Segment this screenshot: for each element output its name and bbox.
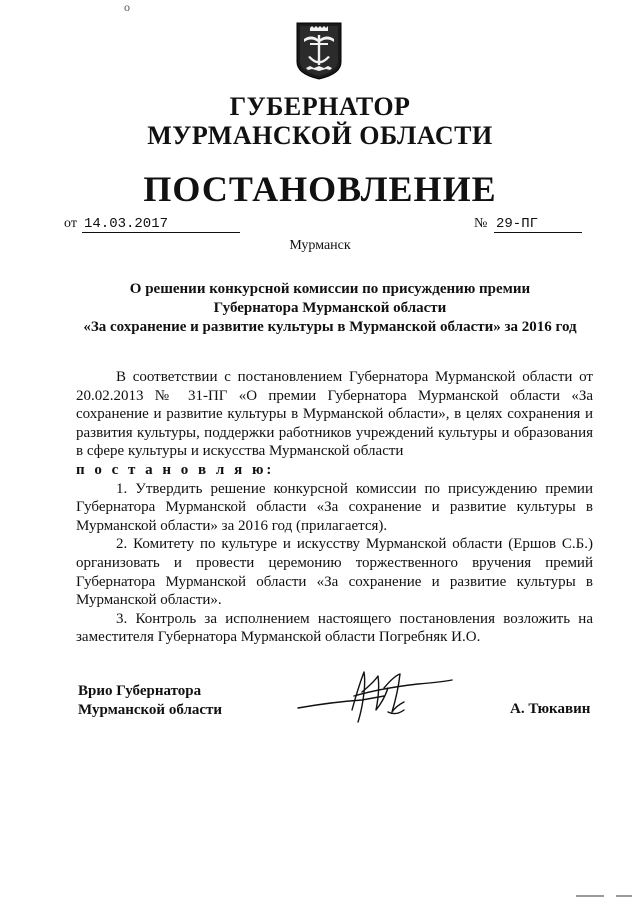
date-value: 14.03.2017 xyxy=(82,216,240,233)
handwritten-signature xyxy=(292,666,458,730)
subject-line2: Губернатора Мурманской области xyxy=(213,300,447,316)
top-mark: о xyxy=(124,0,130,14)
footer-scan-mark xyxy=(574,890,636,900)
decree-word: п о с т а н о в л я ю: xyxy=(76,461,275,478)
issuer-title-line1: ГУБЕРНАТОР xyxy=(229,92,411,121)
city: Мурманск xyxy=(289,238,351,253)
position-line1: Врио Губернатора xyxy=(78,683,202,699)
item-3: 3. Контроль за исполнением настоящего постановления возложить на заместителя Губернатора Мурманской области Погребняк И.О. xyxy=(76,610,593,646)
date-number-row xyxy=(64,216,584,236)
preamble-paragraph: В соответствии с постановлением Губернатора Мурманской области от 20.02.2013 № 31-ПГ «О премии Губернатора Мурманской области «За сохранение и развитие культуры в Мурманской области», в целях сохранения и развития культуры, поддержки работников учреждений культуры и образования в сфере культуры и искусства Мурманской области xyxy=(76,369,593,460)
signatory-name: А. Тюкавин xyxy=(510,701,591,717)
item-2: 2. Комитету по культуре и искусству Мурманской области (Ершов С.Б.) организовать и провести церемонию торжественного вручения премий Губернатора Мурманской области «За сохранение и развитие культуры в Мурманской области». xyxy=(76,536,593,609)
signatory-position xyxy=(78,682,222,720)
issuer-title-line2: МУРМАНСКОЙ ОБЛАСТИ xyxy=(147,121,493,150)
coat-of-arms-icon xyxy=(296,22,342,80)
document-body xyxy=(76,368,593,647)
subject-line3: «За сохранение и развитие культуры в Мурманской области» за 2016 год xyxy=(83,319,577,335)
number-label: № xyxy=(474,216,488,231)
document-subject xyxy=(70,280,590,337)
subject-line1: О решении конкурсной комиссии по присуждению премии xyxy=(129,281,531,297)
number-value: 29-ПГ xyxy=(494,216,582,233)
position-line2: Мурманской области xyxy=(78,702,223,718)
document-type-heading: ПОСТАНОВЛЕНИЕ xyxy=(143,169,497,209)
date-label: от xyxy=(64,216,77,231)
item-1: 1. Утвердить решение конкурсной комиссии по присуждению премии Губернатора Мурманской области «За сохранение и развитие культуры в Мурманской области» за 2016 год (прилагается). xyxy=(76,480,593,534)
